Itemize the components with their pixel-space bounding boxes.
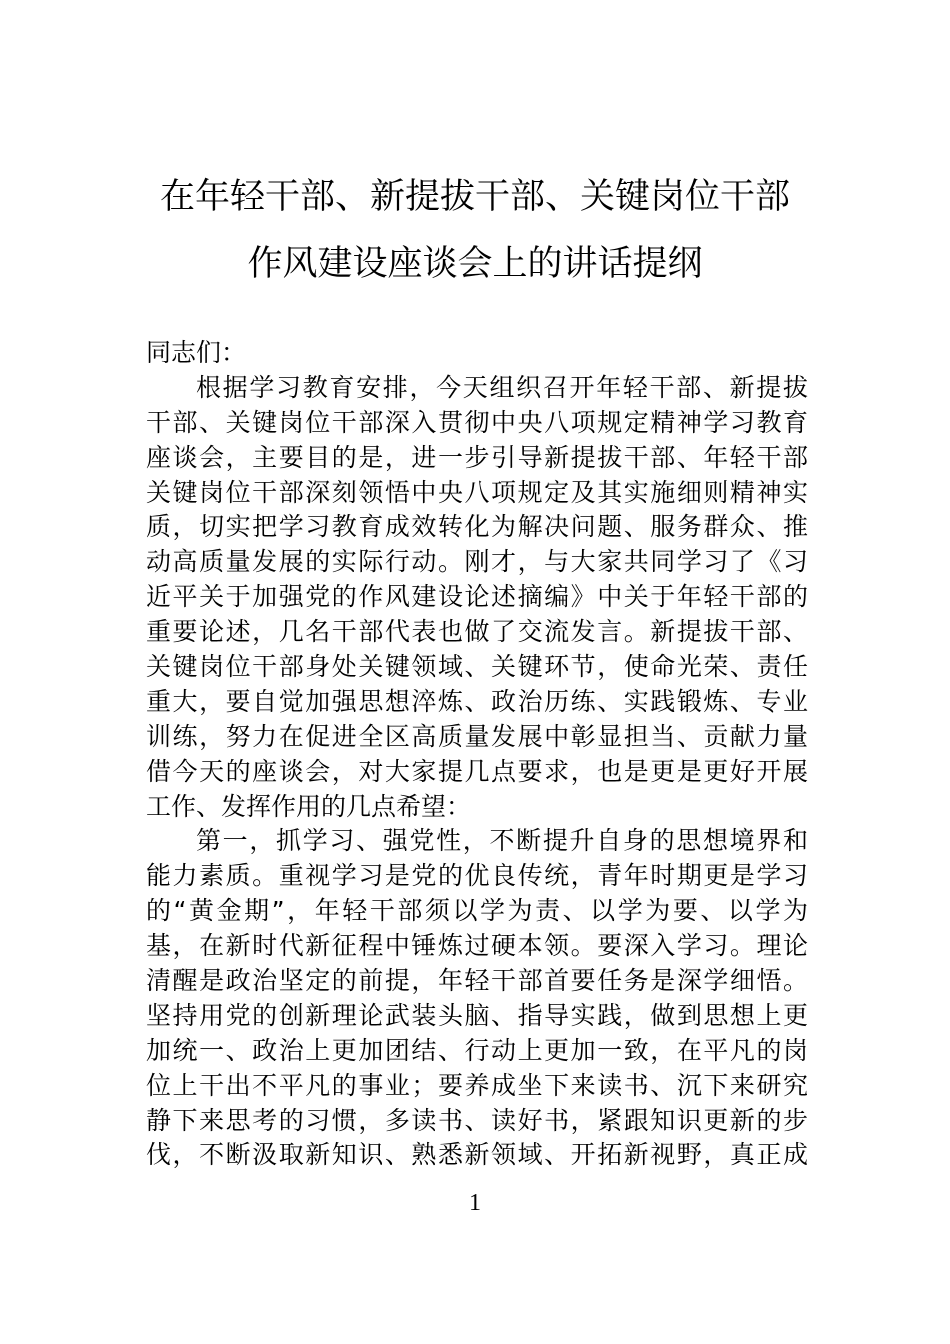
body-text bbox=[146, 336, 808, 1173]
text-line: 工作、发挥作用的几点希望： bbox=[146, 791, 472, 821]
paragraph-1 bbox=[146, 371, 808, 825]
text-line: 能力素质。重视学习是党的优良传统，青年时期更是学习 bbox=[146, 861, 808, 891]
page-number: 1 bbox=[469, 1190, 481, 1216]
text-line: 重大，要自觉加强思想淬炼、政治历练、实践锻炼、专业 bbox=[146, 686, 808, 716]
text-line: 训练，努力在促进全区高质量发展中彰显担当、贡献力量 bbox=[146, 721, 808, 751]
text-line: 关键岗位干部身处关键领域、关键环节，使命光荣、责任 bbox=[146, 652, 808, 682]
text-line: 清醒是政治坚定的前提，年轻干部首要任务是深学细悟。 bbox=[146, 966, 808, 996]
text-line: 座谈会，主要目的是，进一步引导新提拔干部、年轻干部 bbox=[146, 442, 808, 472]
text-line: 动高质量发展的实际行动。刚才，与大家共同学习了《习 bbox=[146, 547, 808, 577]
text-line: 借今天的座谈会，对大家提几点要求，也是更是更好开展 bbox=[146, 756, 808, 786]
text-line: 关键岗位干部深刻领悟中央八项规定及其实施细则精神实 bbox=[146, 477, 808, 507]
title-line-1: 在年轻干部、新提拔干部、关键岗位干部 bbox=[159, 177, 790, 217]
text-line: 第一，抓学习、强党性，不断提升自身的思想境界和 bbox=[196, 826, 808, 856]
text-line: 质，切实把学习教育成效转化为解决问题、服务群众、推 bbox=[146, 512, 808, 542]
text-line: 伐，不断汲取新知识、熟悉新领域、开拓新视野，真正成 bbox=[146, 1140, 808, 1170]
text-line: 近平关于加强党的作风建设论述摘编》中关于年轻干部的 bbox=[146, 582, 808, 612]
text-line: 干部、关键岗位干部深入贯彻中央八项规定精神学习教育 bbox=[146, 407, 808, 437]
text-line: 基，在新时代新征程中锤炼过硬本领。要深入学习。理论 bbox=[146, 931, 808, 961]
text-line: 重要论述，几名干部代表也做了交流发言。新提拔干部、 bbox=[146, 617, 808, 647]
text-line: 静下来思考的习惯，多读书、读好书，紧跟知识更新的步 bbox=[146, 1105, 808, 1135]
salutation: 同志们： bbox=[146, 338, 247, 367]
text-line: 位上干出不平凡的事业；要养成坐下来读书、沉下来研究 bbox=[146, 1070, 808, 1100]
text-line: 坚持用党的创新理论武装头脑、指导实践，做到思想上更 bbox=[146, 1000, 808, 1030]
title-line-2: 作风建设座谈会上的讲话提纲 bbox=[247, 244, 703, 284]
paragraph-2 bbox=[146, 824, 808, 1173]
text-line: 的“黄金期”，年轻干部须以学为责、以学为要、以学为 bbox=[146, 896, 808, 926]
text-line: 根据学习教育安排，今天组织召开年轻干部、新提拔 bbox=[196, 372, 808, 402]
text-line: 加统一、政治上更加团结、行动上更加一致，在平凡的岗 bbox=[146, 1035, 808, 1065]
